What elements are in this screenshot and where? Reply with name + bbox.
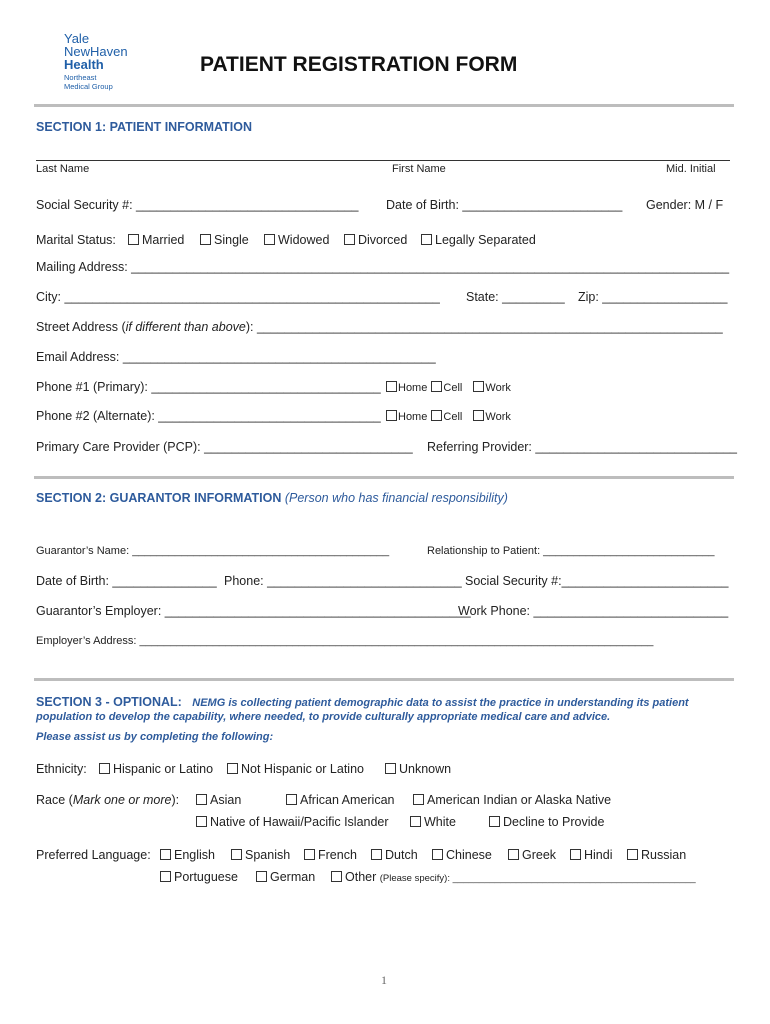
- relationship-field[interactable]: Relationship to Patient: ____________________________: [427, 545, 715, 557]
- checkbox-icon: [570, 849, 581, 860]
- language-spanish-option[interactable]: [231, 848, 290, 862]
- race-label-close: ):: [171, 793, 180, 807]
- logo-line: Northeast: [64, 73, 97, 82]
- phone1-type-options[interactable]: [386, 381, 511, 394]
- checkbox-icon[interactable]: [431, 381, 442, 392]
- race-label: [36, 793, 179, 807]
- checkbox-icon: [99, 763, 110, 774]
- option-label: Chinese: [446, 848, 492, 862]
- checkbox-icon: [264, 234, 275, 245]
- checkbox-icon: [160, 871, 171, 882]
- race-label-text: Race (: [36, 793, 73, 807]
- option-label: Hindi: [584, 848, 613, 862]
- checkbox-icon[interactable]: [431, 410, 442, 421]
- option-label: Native of Hawaii/Pacific Islander: [210, 815, 389, 829]
- checkbox-icon: [256, 871, 267, 882]
- race-label-italic: Mark one or more: [72, 793, 172, 807]
- mid-initial-label: Mid. Initial: [666, 163, 716, 175]
- checkbox-icon: [231, 849, 242, 860]
- language-russian-option[interactable]: [627, 848, 686, 862]
- ssn-field[interactable]: Social Security #: ________________________________: [36, 198, 359, 212]
- section3-note: population to develop the capability, where needed, to provide culturally appropriate medical care and advice.: [36, 711, 611, 723]
- divider: [34, 104, 734, 107]
- option-label: Home: [398, 411, 428, 423]
- language-chinese-option[interactable]: [432, 848, 492, 862]
- ethnicity-not-hispanic-option[interactable]: [227, 762, 364, 776]
- option-label: Other: [345, 870, 377, 884]
- option-label: Portuguese: [174, 870, 238, 884]
- marital-widowed-option[interactable]: [264, 233, 329, 247]
- option-label: Cell: [443, 382, 463, 394]
- checkbox-icon: [385, 763, 396, 774]
- referring-provider-field[interactable]: Referring Provider: _____________________________: [427, 440, 737, 454]
- language-label: Preferred Language:: [36, 848, 151, 862]
- option-label: Legally Separated: [435, 233, 536, 247]
- ethnicity-label: Ethnicity:: [36, 762, 87, 776]
- marital-married-option[interactable]: [128, 233, 184, 247]
- phone1-field[interactable]: Phone #1 (Primary): _________________________________: [36, 380, 381, 394]
- option-label: Single: [214, 233, 249, 247]
- section2-title: SECTION 2: GUARANTOR INFORMATION: [36, 491, 282, 505]
- section3-instruction: Please assist us by completing the following:: [36, 731, 274, 743]
- option-label: Greek: [522, 848, 557, 862]
- language-english-option[interactable]: [160, 848, 215, 862]
- option-label: African American: [300, 793, 395, 807]
- race-asian-option[interactable]: [196, 793, 241, 807]
- option-label: Dutch: [385, 848, 418, 862]
- option-label: Divorced: [358, 233, 408, 247]
- marital-separated-option[interactable]: [421, 233, 536, 247]
- race-decline-option[interactable]: [489, 815, 604, 829]
- guarantor-ssn-field[interactable]: Social Security #:________________________: [465, 574, 729, 588]
- option-label: German: [270, 870, 316, 884]
- option-label: Hispanic or Latino: [113, 762, 214, 776]
- checkbox-icon: [331, 871, 342, 882]
- logo-line: Yale: [64, 31, 90, 46]
- form-title: PATIENT REGISTRATION FORM: [200, 53, 518, 76]
- pcp-field[interactable]: Primary Care Provider (PCP): ______________________________: [36, 440, 413, 454]
- language-portuguese-option[interactable]: [160, 870, 238, 884]
- city-field[interactable]: City: ______________________________________________________: [36, 290, 440, 304]
- guarantor-employer-field[interactable]: Guarantor’s Employer: ____________________________________________: [36, 604, 471, 618]
- logo-line: NewHaven: [64, 44, 128, 59]
- checkbox-icon: [196, 816, 207, 827]
- option-label: Unknown: [399, 762, 452, 776]
- checkbox-icon: [286, 794, 297, 805]
- race-white-option[interactable]: [410, 815, 456, 829]
- option-label: Asian: [210, 793, 242, 807]
- checkbox-icon: [432, 849, 443, 860]
- last-name-label: Last Name: [36, 163, 90, 175]
- race-pacific-islander-option[interactable]: [196, 815, 389, 829]
- street-label: Street Address (: [36, 320, 126, 334]
- option-label: Home: [398, 382, 428, 394]
- guarantor-phone-field[interactable]: Phone: ____________________________: [224, 574, 462, 588]
- work-phone-field[interactable]: Work Phone: ____________________________: [458, 604, 729, 618]
- checkbox-icon: [421, 234, 432, 245]
- section1-heading: SECTION 1: PATIENT INFORMATION: [36, 120, 252, 134]
- dob-field[interactable]: Date of Birth: _______________________: [386, 198, 623, 212]
- language-hindi-option[interactable]: [570, 848, 613, 862]
- checkbox-icon: [160, 849, 171, 860]
- first-name-label: First Name: [392, 163, 446, 175]
- race-american-indian-option[interactable]: [413, 793, 611, 807]
- option-label: Widowed: [278, 233, 330, 247]
- language-other-option[interactable]: [331, 870, 696, 884]
- checkbox-icon: [410, 816, 421, 827]
- checkbox-icon: [196, 794, 207, 805]
- checkbox-icon: [508, 849, 519, 860]
- option-label: White: [424, 815, 456, 829]
- option-label: Decline to Provide: [503, 815, 605, 829]
- section2-heading: [36, 491, 508, 505]
- option-label: Russian: [641, 848, 687, 862]
- gender-field[interactable]: Gender: M / F: [646, 198, 724, 212]
- checkbox-icon: [489, 816, 500, 827]
- checkbox-icon[interactable]: [386, 381, 397, 392]
- phone2-type-options[interactable]: [386, 410, 511, 423]
- marital-divorced-option[interactable]: [344, 233, 407, 247]
- checkbox-icon: [128, 234, 139, 245]
- logo-line: Medical Group: [64, 81, 113, 91]
- section3-heading-line: [36, 695, 689, 709]
- divider: [34, 678, 734, 681]
- marital-single-option[interactable]: [200, 233, 249, 247]
- name-line[interactable]: [36, 160, 730, 161]
- checkbox-icon[interactable]: [473, 410, 484, 421]
- option-label: Work: [485, 411, 511, 423]
- zip-field[interactable]: Zip: __________________: [578, 290, 728, 304]
- checkbox-icon: [627, 849, 638, 860]
- checkbox-icon: [371, 849, 382, 860]
- option-label: Work: [485, 382, 511, 394]
- option-label: American Indian or Alaska Native: [427, 793, 612, 807]
- checkbox-icon[interactable]: [386, 410, 397, 421]
- street-address-field[interactable]: [36, 320, 723, 334]
- street-blank: ): ___________________________________________________________________: [245, 320, 723, 334]
- guarantor-name-field[interactable]: Guarantor’s Name: __________________________________________: [36, 545, 390, 557]
- option-label: English: [174, 848, 215, 862]
- page-number: 1: [381, 973, 387, 987]
- option-label: Married: [142, 233, 185, 247]
- mailing-address-field[interactable]: Mailing Address: ______________________________________________________________________________________: [36, 260, 730, 274]
- checkbox-icon: [304, 849, 315, 860]
- race-african-american-option[interactable]: [286, 793, 394, 807]
- section2-subtitle: (Person who has financial responsibility): [284, 491, 508, 505]
- ethnicity-hispanic-option[interactable]: [99, 762, 213, 776]
- language-greek-option[interactable]: [508, 848, 556, 862]
- email-field[interactable]: Email Address: _____________________________________________: [36, 350, 436, 364]
- checkbox-icon: [344, 234, 355, 245]
- checkbox-icon: [200, 234, 211, 245]
- phone2-field[interactable]: Phone #2 (Alternate): ________________________________: [36, 409, 381, 423]
- logo-line: Health: [64, 57, 104, 72]
- option-label: Not Hispanic or Latino: [241, 762, 364, 776]
- section3-note: NEMG is collecting patient demographic data to assist the practice in understanding its patient: [192, 697, 689, 709]
- language-french-option[interactable]: [304, 848, 357, 862]
- language-german-option[interactable]: [256, 870, 315, 884]
- option-label: Cell: [443, 411, 463, 423]
- street-label-italic: if different than above: [125, 320, 246, 334]
- language-dutch-option[interactable]: [371, 848, 418, 862]
- guarantor-dob-field[interactable]: Date of Birth: _______________: [36, 574, 217, 588]
- marital-status-label: Marital Status:: [36, 233, 116, 247]
- divider: [34, 476, 734, 479]
- checkbox-icon[interactable]: [473, 381, 484, 392]
- ethnicity-unknown-option[interactable]: [385, 762, 451, 776]
- state-field[interactable]: State: _________: [466, 290, 565, 304]
- yale-newhaven-logo: [64, 32, 128, 90]
- checkbox-icon: [413, 794, 424, 805]
- option-label: French: [318, 848, 357, 862]
- other-specify-field[interactable]: (Please specify): ______________________________________________: [379, 873, 696, 884]
- section3-heading: SECTION 3 - OPTIONAL:: [36, 695, 182, 709]
- option-label: Spanish: [245, 848, 291, 862]
- employer-address-field[interactable]: Employer’s Address: ____________________________________________________________________________________: [36, 635, 654, 647]
- checkbox-icon: [227, 763, 238, 774]
